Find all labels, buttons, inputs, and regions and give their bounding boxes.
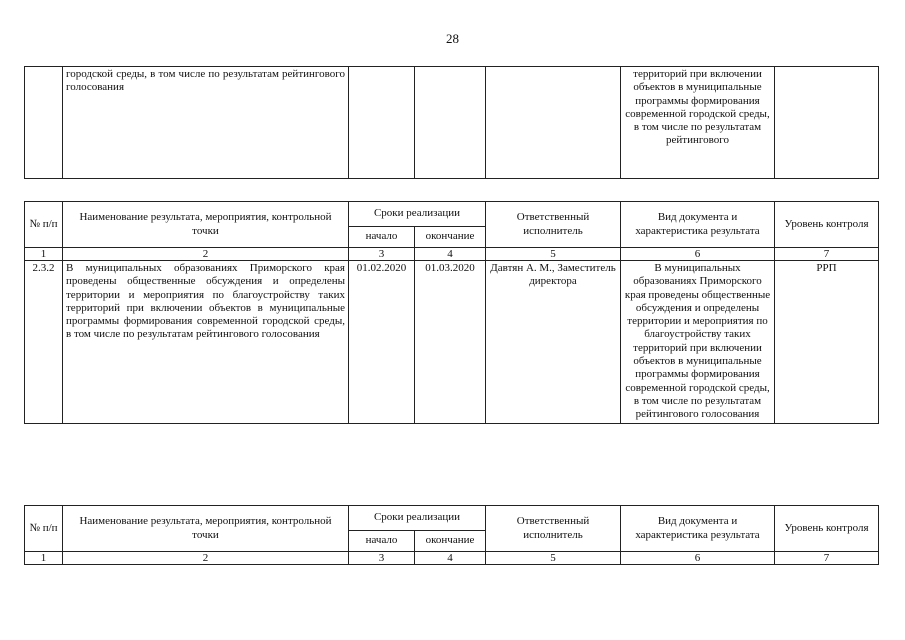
column-number-row [25, 248, 879, 261]
header-name: Наименование результата, мероприятия, контрольной точки [63, 506, 349, 552]
cell-responsible [486, 67, 621, 179]
header-row [25, 202, 879, 227]
column-number: 7 [775, 552, 879, 565]
cell-control [775, 67, 879, 179]
row-doc: В муниципальных образованиях Приморского края проведены общественные обсуждения и определены территории и мероприятия по благоустройству таких территорий при включении объектов в муниципальные программы формирования современной городской среды, в том числе по результатам рейтингового голосования [621, 261, 775, 424]
column-number: 4 [415, 248, 486, 261]
cell-num [25, 67, 63, 179]
column-number: 6 [621, 552, 775, 565]
header-doc-type: Вид документа и характеристика результата [621, 202, 775, 248]
column-number: 6 [621, 248, 775, 261]
row-control: РРП [775, 261, 879, 424]
row-num: 2.3.2 [25, 261, 63, 424]
column-number: 7 [775, 248, 879, 261]
page-number: 28 [446, 31, 459, 46]
column-number: 1 [25, 552, 63, 565]
header-start: начало [349, 531, 415, 552]
row-start: 01.02.2020 [349, 261, 415, 424]
repeated-header-table [24, 505, 879, 565]
table-row [25, 67, 879, 179]
header-row [25, 506, 879, 531]
header-start: начало [349, 227, 415, 248]
row-responsible: Давтян А. М., Заместитель директора [486, 261, 621, 424]
header-control: Уровень контроля [775, 202, 879, 248]
cell-name: городской среды, в том числе по результатам рейтингового голосования [63, 67, 349, 179]
table-row [25, 261, 879, 424]
column-number: 2 [63, 552, 349, 565]
cell-doc: территорий при включении объектов в муниципальные программы формирования современной городской среды, в том числе по результатам рейтингового [621, 67, 775, 179]
header-control: Уровень контроля [775, 506, 879, 552]
header-end: окончание [415, 227, 486, 248]
header-end: окончание [415, 531, 486, 552]
header-responsible: Ответственный исполнитель [486, 202, 621, 248]
header-num: № п/п [25, 202, 63, 248]
row-end: 01.03.2020 [415, 261, 486, 424]
column-number: 5 [486, 552, 621, 565]
column-number: 5 [486, 248, 621, 261]
header-terms: Сроки реализации [349, 202, 486, 227]
column-number-row [25, 552, 879, 565]
column-number: 2 [63, 248, 349, 261]
row-name: В муниципальных образованиях Приморского края проведены общественные обсуждения и определены территории и мероприятия по благоустройству таких территорий при включении объектов в муниципальные программы формирования современной городской среды, в том числе по результатам рейтингового голосования [63, 261, 349, 424]
header-num: № п/п [25, 506, 63, 552]
column-number: 4 [415, 552, 486, 565]
header-name: Наименование результата, мероприятия, контрольной точки [63, 202, 349, 248]
main-table [24, 201, 879, 424]
header-doc-type: Вид документа и характеристика результата [621, 506, 775, 552]
continuation-table [24, 66, 879, 179]
column-number: 3 [349, 552, 415, 565]
column-number: 1 [25, 248, 63, 261]
cell-start [349, 67, 415, 179]
header-responsible: Ответственный исполнитель [486, 506, 621, 552]
cell-end [415, 67, 486, 179]
column-number: 3 [349, 248, 415, 261]
header-terms: Сроки реализации [349, 506, 486, 531]
